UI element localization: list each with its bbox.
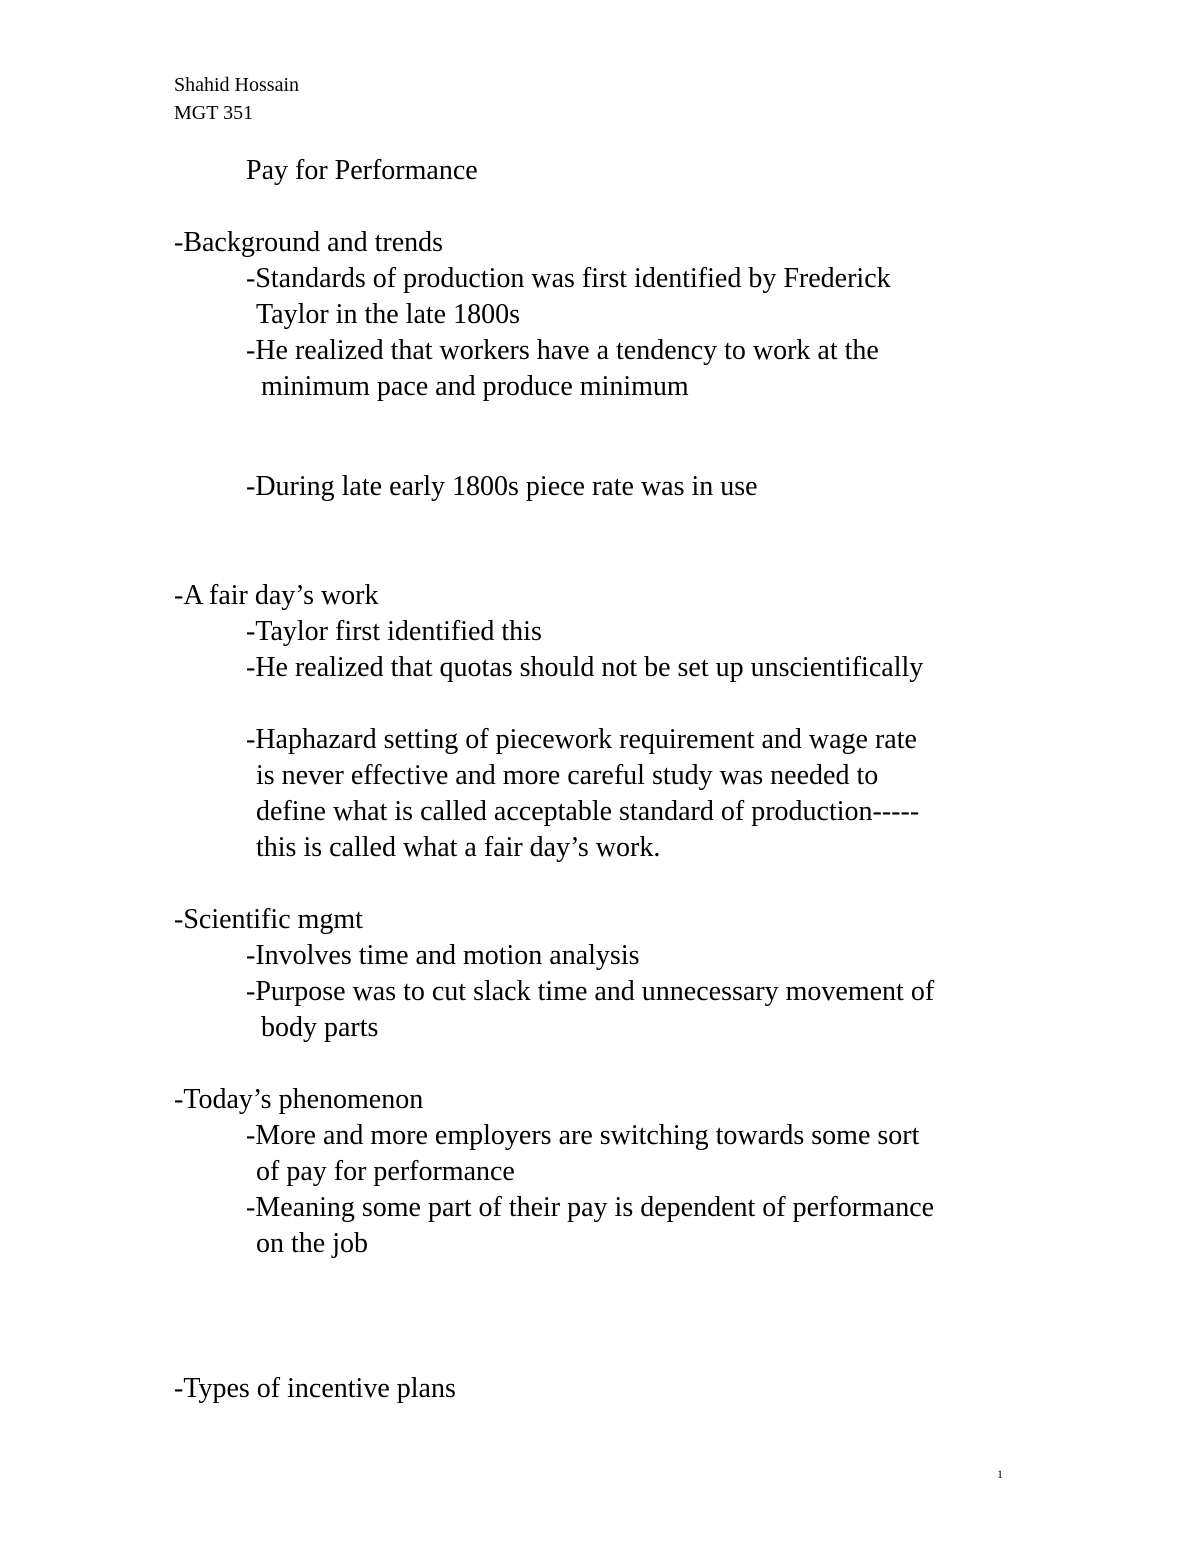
- continuation-line: is never effective and more careful study was needed to: [256, 760, 879, 791]
- course-code: MGT 351: [174, 102, 254, 124]
- bullet-line: -Meaning some part of their pay is dependent of performance: [246, 1192, 935, 1223]
- bullet-line: -During late early 1800s piece rate was in use: [246, 471, 758, 502]
- page-number: 1: [997, 1467, 1003, 1481]
- bullet-line: -He realized that workers have a tendency to work at the: [246, 335, 879, 366]
- continuation-line: define what is called acceptable standard of production-----: [256, 796, 920, 827]
- continuation-line: on the job: [256, 1228, 368, 1259]
- section-heading-scientific: -Scientific mgmt: [174, 904, 363, 935]
- bullet-line: -Standards of production was first identified by Frederick: [246, 263, 891, 294]
- continuation-line: body parts: [261, 1012, 379, 1043]
- section-heading-fair-day: -A fair day’s work: [174, 580, 379, 611]
- continuation-line: minimum pace and produce minimum: [261, 371, 689, 402]
- continuation-line: this is called what a fair day’s work.: [256, 832, 661, 863]
- section-heading-types: -Types of incentive plans: [174, 1373, 456, 1404]
- continuation-line: Taylor in the late 1800s: [256, 299, 520, 330]
- bullet-line: -Haphazard setting of piecework requirement and wage rate: [246, 724, 917, 755]
- bullet-line: -More and more employers are switching towards some sort: [246, 1120, 920, 1151]
- bullet-line: -He realized that quotas should not be set up unscientifically: [246, 652, 924, 683]
- bullet-line: -Involves time and motion analysis: [246, 940, 640, 971]
- document-title: Pay for Performance: [246, 155, 478, 186]
- author-name: Shahid Hossain: [174, 74, 299, 96]
- section-heading-today: -Today’s phenomenon: [174, 1084, 424, 1115]
- section-heading-background: -Background and trends: [174, 227, 444, 258]
- bullet-line: -Purpose was to cut slack time and unnecessary movement of: [246, 976, 935, 1007]
- bullet-line: -Taylor first identified this: [246, 616, 542, 647]
- continuation-line: of pay for performance: [256, 1156, 515, 1187]
